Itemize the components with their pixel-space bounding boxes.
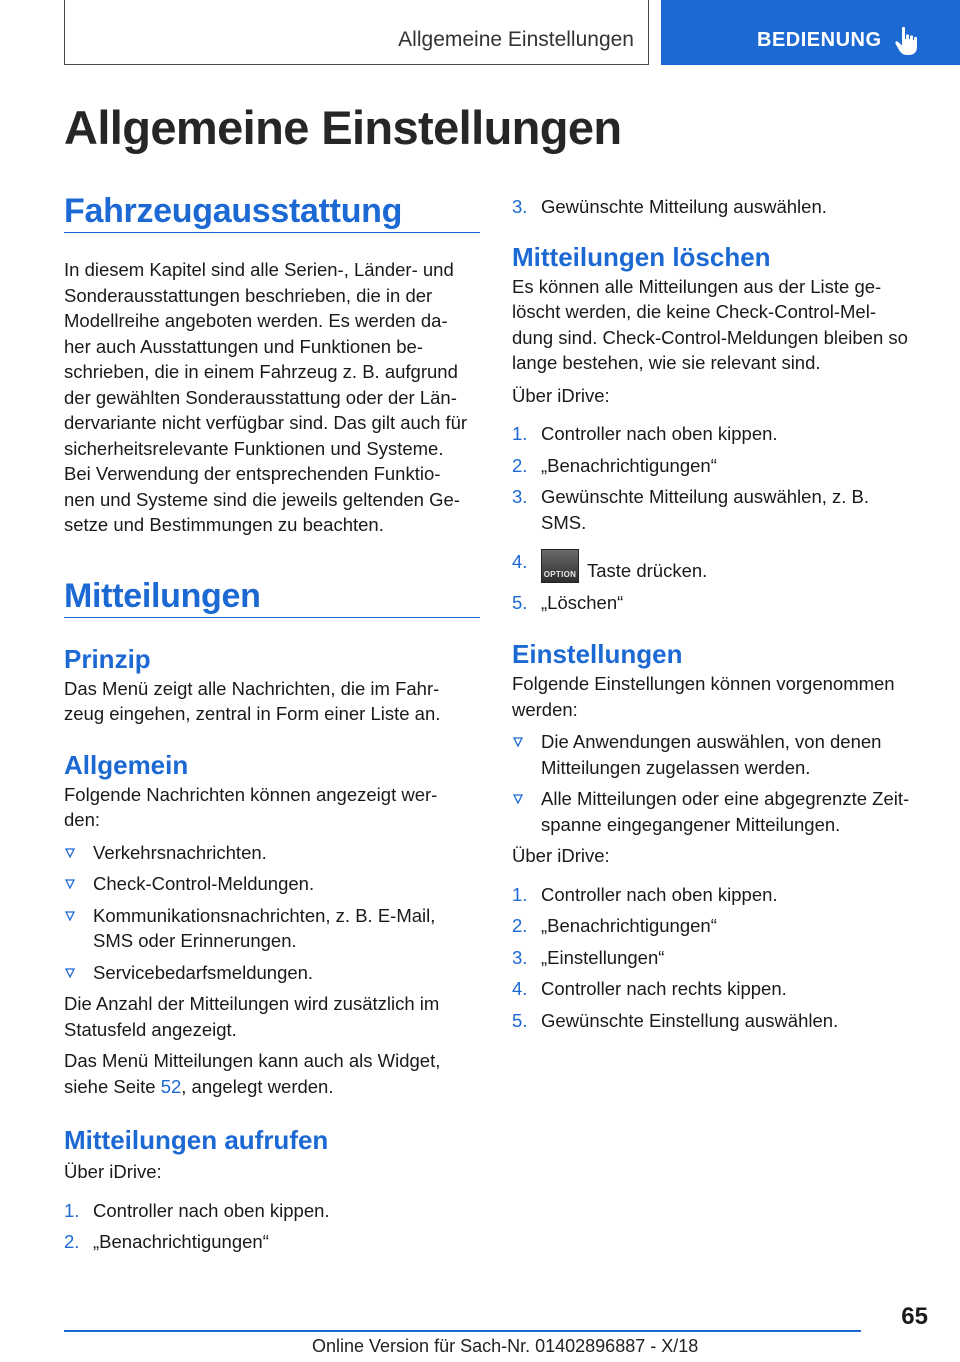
step-number: 2.	[512, 915, 528, 936]
text-line: Controller nach rechts kippen.	[541, 978, 787, 999]
text-line	[541, 549, 930, 584]
list-item	[512, 882, 930, 908]
step-number: 3.	[512, 946, 528, 968]
triangle-bullet-icon	[65, 911, 75, 921]
list-item	[512, 729, 930, 780]
text-fragment: siehe Seite	[64, 1075, 161, 1097]
paragraph-prinzip	[64, 676, 480, 727]
text-line: Kommunikationsnachrichten, z. B. E-Mail,	[93, 904, 436, 926]
text-line: Die Anwendungen auswählen, von denen	[541, 731, 882, 752]
text-line: Gewünschte Mitteilung auswählen.	[541, 196, 827, 217]
text-line: Controller nach oben kippen.	[541, 423, 778, 444]
text-line: SMS oder Erinnerungen.	[93, 930, 297, 951]
text-line: spanne eingegangener Mitteilungen.	[541, 813, 841, 835]
list-item	[64, 1198, 480, 1224]
list-item	[64, 960, 480, 986]
text-line: Das Menü zeigt alle Nachrichten, die im Fahr-	[64, 677, 440, 699]
list-item	[64, 840, 480, 866]
list-item	[512, 194, 930, 220]
text-via-idrive: Über iDrive:	[512, 845, 610, 866]
text-line: Servicebedarfsmeldungen.	[93, 961, 314, 983]
header-chapter-tab	[661, 0, 960, 65]
left-column	[64, 190, 480, 1255]
list-item	[512, 549, 930, 584]
text-line: Modellreihe angeboten werden. Es werden da-	[64, 310, 448, 331]
text-line: Mitteilungen zugelassen werden.	[541, 756, 811, 778]
right-column	[512, 190, 930, 1033]
option-button-icon	[541, 549, 579, 583]
list-item	[512, 945, 930, 971]
heading-fahrzeugausstattung: Fahrzeugausstattung	[64, 190, 480, 233]
list-item	[512, 484, 930, 535]
list-item	[512, 913, 930, 939]
step-number: 5.	[512, 1009, 528, 1031]
step-number: 3.	[512, 486, 528, 507]
header-section-title: Allgemeine Einstellungen	[398, 28, 634, 51]
text-line: schrieben, die in einem Fahrzeug z. B. aufgrund	[64, 361, 458, 382]
step-number: 4.	[512, 978, 528, 999]
text-line: Bei Verwendung der entsprechenden Funktio-	[64, 463, 441, 484]
text-line: löscht werden, die keine Check-Control-Mel-	[512, 301, 876, 322]
list-item	[64, 903, 480, 954]
text-line: Das Menü Mitteilungen kann auch als Widget,	[64, 1050, 441, 1071]
header-section-box	[64, 0, 649, 65]
option-button-label: OPTION	[543, 570, 577, 579]
text-via-idrive: Über iDrive:	[64, 1161, 162, 1182]
heading-prinzip: Prinzip	[64, 643, 151, 674]
text-line: Alle Mitteilungen oder eine abgegrenzte Zeit-	[541, 788, 910, 809]
text-line: „Einstellungen“	[541, 946, 665, 968]
text-via-idrive: Über iDrive:	[512, 384, 610, 406]
triangle-bullet-icon	[65, 879, 75, 889]
heading-mitteilungen-aufrufen: Mitteilungen aufrufen	[64, 1125, 329, 1155]
text-line: Sonderausstattungen beschrieben, die in der	[64, 284, 433, 306]
paragraph-loeschen	[512, 274, 930, 376]
text-line: Folgende Nachrichten können angezeigt wer-	[64, 783, 438, 805]
text-line: Gewünschte Einstellung auswählen.	[541, 1009, 839, 1031]
pointing-hand-icon	[894, 26, 922, 56]
text-line: lange bestehen, wie sie relevant sind.	[512, 352, 821, 373]
paragraph-fahrzeugausstattung	[64, 257, 480, 538]
text-line: „Benachrichtigungen“	[541, 454, 717, 476]
heading-mitteilungen-loeschen: Mitteilungen löschen	[512, 241, 771, 272]
text-line: dervariante nicht verfügbar sind. Das gilt auch für	[64, 412, 468, 433]
text-line: „Benachrichtigungen“	[541, 915, 717, 936]
text-fragment: Taste drücken.	[587, 560, 708, 581]
text-line: Verkehrsnachrichten.	[93, 841, 267, 863]
step-number: 4.	[512, 551, 528, 572]
list-item	[512, 976, 930, 1002]
text-line: setze und Bestimmungen zu beachten.	[64, 514, 384, 535]
step-number: 1.	[64, 1199, 80, 1221]
triangle-bullet-icon	[513, 794, 523, 804]
heading-mitteilungen: Mitteilungen	[64, 575, 480, 618]
text-line: zeug eingehen, zentral in Form einer Liste an.	[64, 703, 441, 724]
text-line: her auch Ausstattungen und Funktionen be-	[64, 335, 423, 357]
step-number: 1.	[512, 883, 528, 905]
text-line: In diesem Kapitel sind alle Serien-, Länder- und	[64, 259, 454, 280]
paragraph-allgemein-intro	[64, 782, 480, 833]
step-number: 1.	[512, 423, 528, 444]
text-line: Statusfeld angezeigt.	[64, 1018, 237, 1040]
step-number: 2.	[512, 454, 528, 476]
list-item	[512, 1008, 930, 1034]
text-line: Controller nach oben kippen.	[93, 1199, 330, 1221]
text-line: „Löschen“	[541, 591, 624, 613]
paragraph-anzahl	[64, 991, 480, 1042]
text-fragment: , angelegt werden.	[181, 1075, 334, 1097]
triangle-bullet-icon	[65, 968, 75, 978]
step-number: 5.	[512, 591, 528, 613]
text-line: sicherheitsrelevante Funktionen und Systeme.	[64, 437, 444, 459]
footer-divider	[64, 1330, 861, 1332]
paragraph-einstellungen-intro	[512, 671, 930, 722]
text-line: Controller nach oben kippen.	[541, 883, 778, 905]
list-item	[64, 871, 480, 897]
text-line: den:	[64, 809, 101, 830]
list-item	[512, 453, 930, 479]
heading-allgemein: Allgemein	[64, 749, 189, 780]
triangle-bullet-icon	[65, 848, 75, 858]
step-number: 3.	[512, 196, 528, 217]
step-number: 2.	[64, 1231, 80, 1252]
text-line: Die Anzahl der Mitteilungen wird zusätzlich im	[64, 993, 440, 1014]
list-item	[512, 786, 930, 837]
text-line: Es können alle Mitteilungen aus der Liste ge-	[512, 275, 882, 297]
text-line: „Benachrichtigungen“	[93, 1231, 269, 1252]
list-item	[64, 1229, 480, 1255]
text-line: SMS.	[541, 511, 587, 533]
text-line: Folgende Einstellungen können vorgenommen	[512, 673, 895, 694]
page-title: Allgemeine Einstellungen	[64, 101, 622, 154]
text-line: werden:	[512, 698, 578, 720]
list-item	[512, 421, 930, 447]
triangle-bullet-icon	[513, 737, 523, 747]
page-reference-link[interactable]: 52	[160, 1075, 182, 1097]
text-line: nen und Systeme sind die jeweils geltenden Ge-	[64, 488, 460, 510]
page-number: 65	[901, 1303, 928, 1330]
text-line: der gewählten Sonderausstattung oder der Län-	[64, 386, 457, 408]
text-line	[64, 1074, 480, 1100]
header-chapter-title: BEDIENUNG	[757, 29, 882, 51]
list-item	[512, 590, 930, 616]
footer-text: Online Version für Sach-Nr. 01402896887 - X/18	[312, 1336, 699, 1356]
text-line: dung sind. Check-Control-Meldungen bleiben so	[512, 326, 908, 348]
heading-einstellungen: Einstellungen	[512, 639, 683, 669]
text-line: Gewünschte Mitteilung auswählen, z. B.	[541, 486, 870, 507]
paragraph-widget	[64, 1048, 480, 1099]
text-line: Check-Control-Meldungen.	[93, 873, 315, 894]
